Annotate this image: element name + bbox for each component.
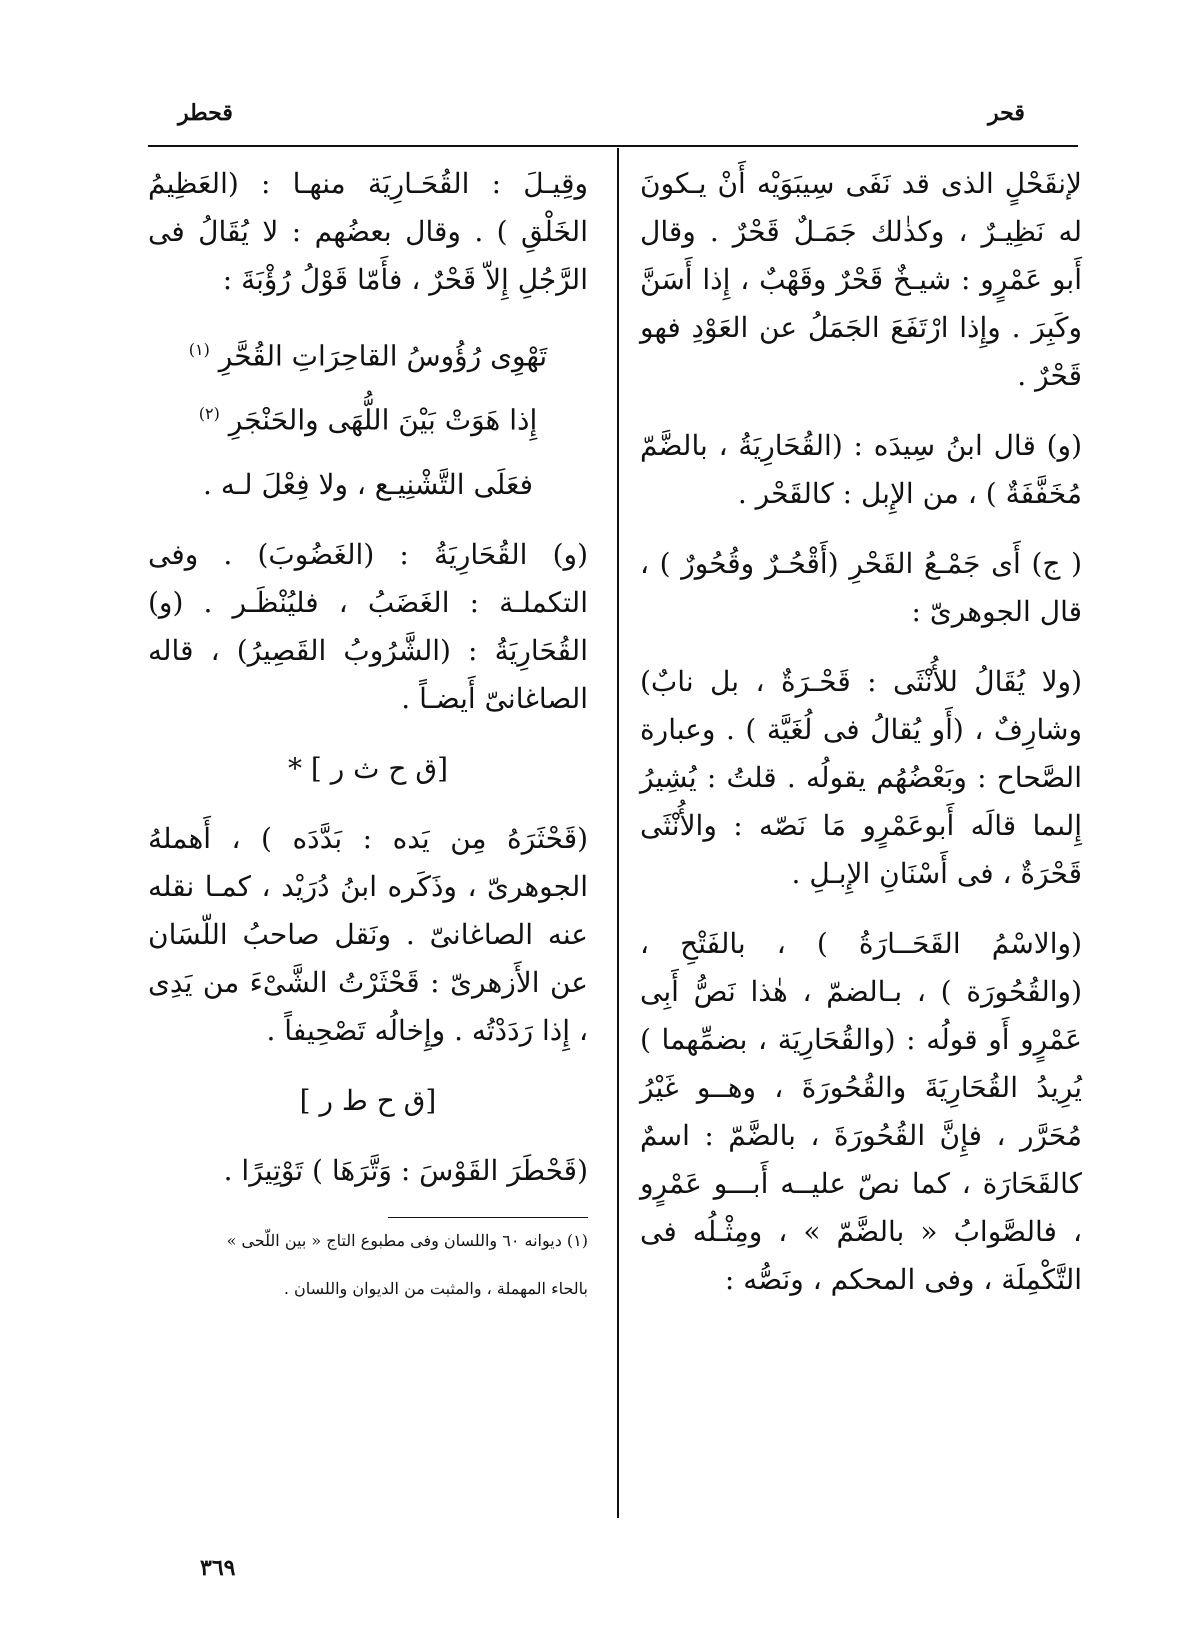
left-paragraph: (قَحْطَرَ القَوْسَ : وَتَّرَهَا ) تَوْتِيرًا . <box>223 1153 588 1187</box>
running-head-left: قحطر <box>178 100 233 126</box>
footnote-marker: (٢) <box>198 404 220 424</box>
verse-text: تَهْوِى رُؤُوسُ القاحِرَاتِ القُحَّرِ <box>218 339 548 373</box>
page-number: ٣٦٩ <box>200 1555 236 1581</box>
right-paragraph: لإنقَحْلٍ الذى قد نَفَى سِيبَوَيْه أَنْ يـكونَ له نَظِيـرٌ ، وكذٰلك جَمَـلٌ قَحْرٌ . وقال أَبو عَمْرٍو : شيـخٌ قَحْرٌ وقَهْبٌ ، إِذا أَسَنَّ وكَبِرَ . وإِذا ارْتَفَعَ الجَمَلُ عن العَوْدِ فهو قَحْرٌ . <box>640 167 1082 392</box>
left-intro: وقِيـلَ : القُحَـارِيَة منهـا : (العَظِيمُ الخَلْقِ ) . وقال بعضُهم : لا يُقَالُ فى الرَّجُلِ إِلاّ قَحْرٌ ، فأَمّا قَوْلُ رُؤْبَةَ : <box>148 167 588 296</box>
entry-heading: [ق ح ط ر ] <box>299 1083 437 1117</box>
right-paragraph: (ولا يُقَالُ للأُنْثَى : قَحْـرَةٌ ، بل نابٌ) وشارِفٌ ، (أَو يُقالُ فى لُغَيَّة ) . وعبارة الصَّحاح : وبَعْضُهُم يقولُه . قلتُ : يُشِيرُ إِلىما قالَه أَبوعَمْرٍو مَا نَصّه : والأُنْثَى قَحْرَةٌ ، فى أَسْنَانِ الإِبـلِ . <box>640 665 1082 890</box>
left-paragraph: (و) القُحَارِيَةُ : (الغَضُوبَ) . وفى التكملـة : الغَضَبُ ، فليُنْظَـر . (و) القُحَارِيَةُ : (الشَّرُوبُ القَصِيرُ) ، قاله الصاغانىّ أَيضـاً . <box>148 537 588 715</box>
column-divider <box>617 148 619 1518</box>
verse-line <box>148 390 588 444</box>
left-paragraph: فعَلَى التَّشْنِيـع ، ولا فِعْلَ لـه . <box>203 467 533 501</box>
footnote-marker: (١) <box>188 340 210 359</box>
footnote: (١) ديوانه ٦٠ واللسان وفى مطبوع التاج « بين اللّحى » <box>226 1230 588 1250</box>
poem-verses <box>148 326 588 445</box>
right-paragraph: (والاسْمُ القَحَــارَةُ ) ، بالفَتْحِ ، (والقُحُورَة ) ، بـالضمّ ، هٰذا نَصُّ أَبِى عَمْرٍو أَو قولُه : (والقُحَارِيَة ، بضمِّهما ) يُرِيدُ القُحَارِيَةَ والقُحُورَةَ ، وهــو غَيْرُ مُحَرَّر ، فإِنَّ القُحُورَةَ ، بالضَّمّ : اسمٌ كالقَحَارَة ، كما نصّ عليــه أَبـــو عَمْرٍو ، فالصَّوابُ « بالضَّمّ » ، ومِثْـلُه فى التَّكْمِلَة ، وفى المحكم ، ونَصُّه : <box>640 927 1082 1296</box>
entry-heading: [ق ح ث ر ] * <box>287 751 449 785</box>
verse-text: إِذا هَوَتْ بَيْنَ اللُّهَى والحَنْجَرِ <box>228 403 538 437</box>
left-column <box>148 160 588 1324</box>
left-paragraph: (قَحْثَرَهُ مِن يَده : بَدَّدَه ) ، أَهملهُ الجوهرىّ ، وذَكَره ابنُ دُرَيْد ، كمـا نقله عنه الصاغانىّ . ونَقل صاحبُ اللّسَان عن الأَزهرىّ : قَحْثَرْتُ الشَّىْءَ من يَدِى ، إِذا رَدَدْتُه . وإِخالُه تَصْحِيفاً . <box>148 821 588 1047</box>
right-paragraph: ( ج) أَى جَمْـعُ القَحْرِ (أَقْحُـرٌ وقُحُورٌ ) ، قال الجوهرىّ : <box>640 547 1082 628</box>
footnote-rule <box>388 1217 588 1218</box>
running-head-right: قحر <box>988 100 1025 126</box>
header-rule <box>148 145 1078 147</box>
footnote: بالحاء المهملة ، والمثبت من الديوان واللسان . <box>283 1278 588 1298</box>
verse-line <box>148 326 588 380</box>
right-paragraph: (و) قال ابنُ سِيدَه : (القُحَارِيَةُ ، بالضَّمّ مُخَفَّفَةٌ ) ، من الإِبل : كالقَحْر . <box>640 429 1082 510</box>
right-column <box>640 160 1082 1326</box>
